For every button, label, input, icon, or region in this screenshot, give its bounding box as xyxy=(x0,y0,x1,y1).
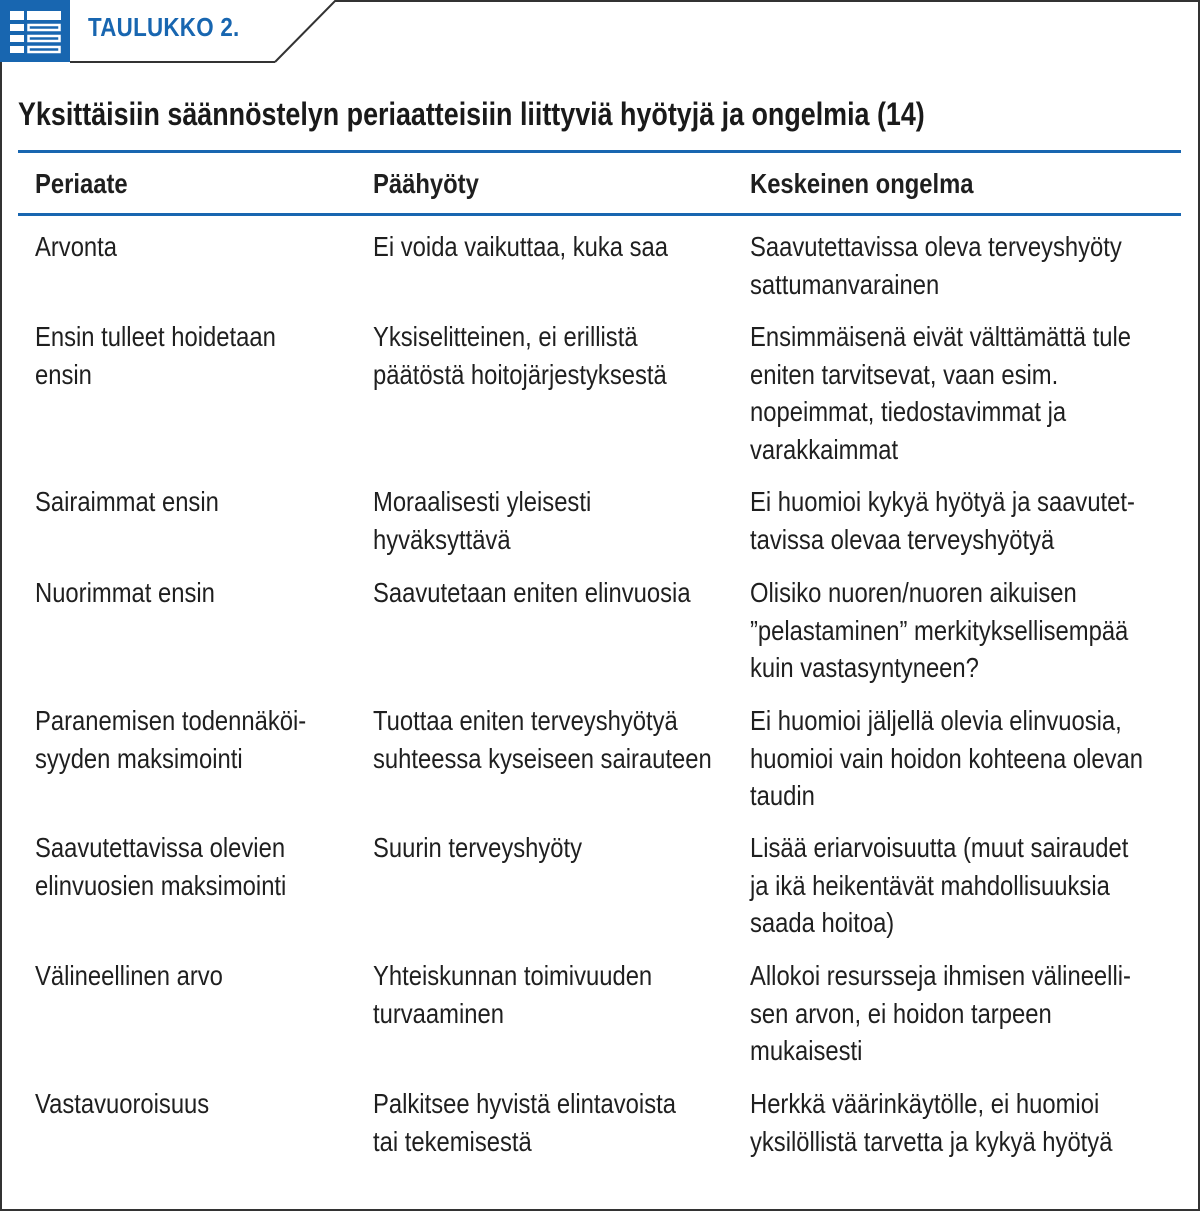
table-row-1-paahyoty: Yksiselitteinen, ei erillistä päätöstä hoitojärjestyksestä xyxy=(373,321,667,390)
table-row-7-ongelma: Herkkä väärinkäytölle, ei huomioi yksilöllistä tarvetta ja kykyä hyötyä xyxy=(750,1088,1113,1157)
table-row-6-ongelma: Allokoi resursseja ihmisen välineelli- sen arvon, ei hoidon tarpeen mukaisesti xyxy=(750,960,1131,1066)
table-row-2-periaate: Sairaimmat ensin xyxy=(35,486,219,517)
table-row-0-periaate: Arvonta xyxy=(35,231,118,262)
table-row-6-paahyoty: Yhteiskunnan toimivuuden turvaaminen xyxy=(373,960,653,1029)
table-row-5-paahyoty: Suurin terveyshyöty xyxy=(373,832,583,863)
table-row-5-periaate: Saavutettavissa olevien elinvuosien maksimointi xyxy=(35,832,287,901)
table-row-6-periaate: Välineellinen arvo xyxy=(35,960,223,991)
table-row-4-paahyoty: Tuottaa eniten terveyshyötyä suhteessa kyseiseen sairauteen xyxy=(373,705,712,774)
column-header-paahyoty: Päähyöty xyxy=(373,168,479,199)
table-row-2-ongelma: Ei huomioi kykyä hyötyä ja saavutet- tavissa olevaa terveyshyötyä xyxy=(750,486,1135,555)
table-row-1-ongelma: Ensimmäisenä eivät välttämättä tule eniten tarvitsevat, vaan esim. nopeimmat, tiedostavimmat ja varakkaimmat xyxy=(750,321,1131,465)
table-row-3-periaate: Nuorimmat ensin xyxy=(35,577,215,608)
table-row-4-periaate: Paranemisen todennäköi- syyden maksimointi xyxy=(35,705,307,774)
table-row-1-periaate: Ensin tulleet hoidetaan ensin xyxy=(35,321,276,390)
table-row-3-ongelma: Olisiko nuoren/nuoren aikuisen ”pelastaminen” merkityksellisempää kuin vastasyntyneen? xyxy=(750,577,1129,683)
table-row-2-paahyoty: Moraalisesti yleisesti hyväksyttävä xyxy=(373,486,592,555)
table-row-5-ongelma: Lisää eriarvoisuutta (muut sairaudet ja ikä heikentävät mahdollisuuksia saada hoitoa) xyxy=(750,832,1129,938)
column-header-ongelma: Keskeinen ongelma xyxy=(750,168,974,199)
header-bottom-rule xyxy=(18,213,1181,216)
table-row-0-ongelma: Saavutettavissa oleva terveyshyöty sattumanvarainen xyxy=(750,231,1122,300)
table-row-7-paahyoty: Palkitsee hyvistä elintavoista tai tekemisestä xyxy=(373,1088,676,1157)
table-row-7-periaate: Vastavuoroisuus xyxy=(35,1088,210,1119)
table-row-0-paahyoty: Ei voida vaikuttaa, kuka saa xyxy=(373,231,669,262)
header-top-rule xyxy=(18,150,1181,153)
column-header-periaate: Periaate xyxy=(35,168,128,199)
table-row-4-ongelma: Ei huomioi jäljellä olevia elinvuosia, huomioi vain hoidon kohteena olevan taudin xyxy=(750,705,1143,811)
table-number-label: TAULUKKO 2. xyxy=(88,12,240,42)
table-row-3-paahyoty: Saavutetaan eniten elinvuosia xyxy=(373,577,691,608)
page-title: Yksittäisiin säännöstelyn periaatteisiin liittyviä hyötyjä ja ongelmia (14) xyxy=(18,96,925,132)
table-icon xyxy=(0,0,70,62)
